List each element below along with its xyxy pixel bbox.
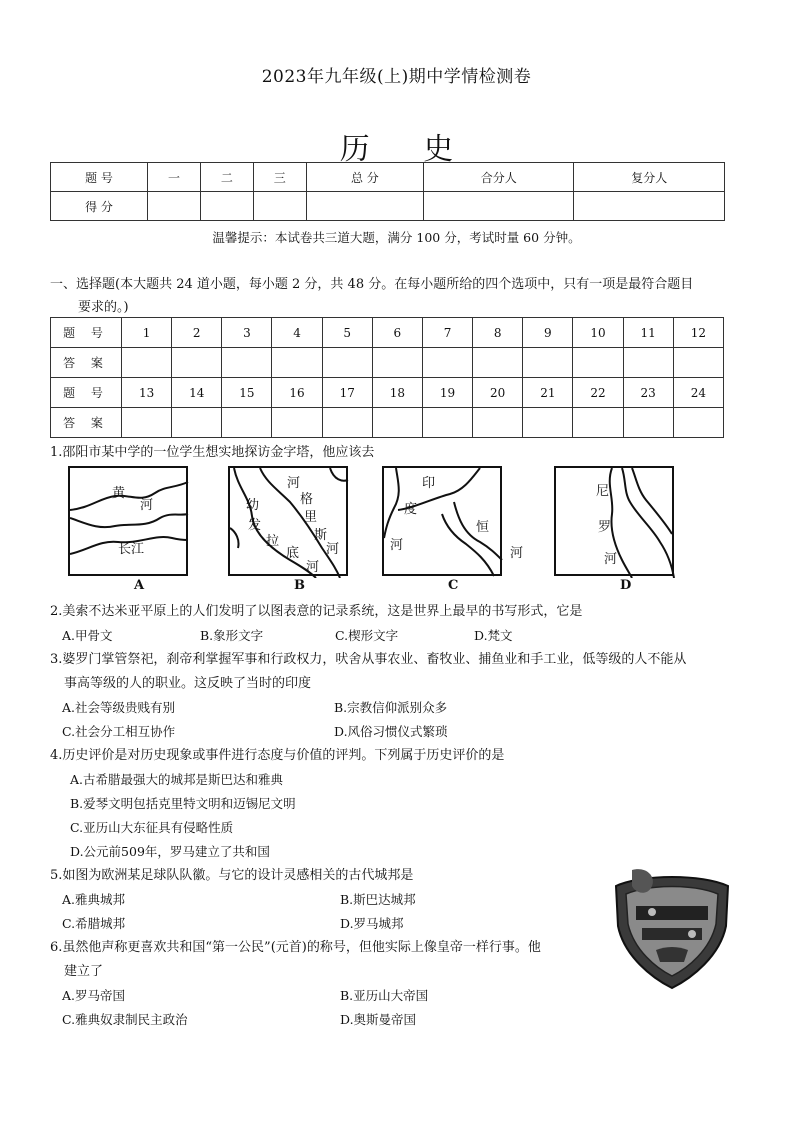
shield-icon (612, 866, 732, 991)
q2-option-b[interactable]: B.象形文字 (200, 628, 264, 643)
q2-option-d[interactable]: D.梵文 (474, 628, 513, 643)
answer-input-cell[interactable] (623, 408, 673, 438)
score-input-cell[interactable] (200, 192, 253, 221)
q1-maps (68, 466, 708, 596)
question-2: 2.美索不达米亚平原上的人们发明了以图表意的记录系统，这是世界上最早的书写形式，它是 (50, 604, 583, 619)
answer-num-label: 题 号 (51, 378, 122, 408)
answer-input-cell[interactable] (222, 348, 272, 378)
question-6-line2: 建立了 (64, 964, 104, 979)
answer-number: 8 (473, 318, 523, 348)
q6-option-a[interactable]: A.罗马帝国 (62, 988, 126, 1003)
answer-number: 19 (422, 378, 472, 408)
map-label: 斯 (314, 528, 328, 543)
q6-option-d[interactable]: D.奥斯曼帝国 (340, 1012, 417, 1027)
map-c (382, 466, 524, 576)
answer-input-cell[interactable] (473, 408, 523, 438)
answer-input-cell[interactable] (372, 408, 422, 438)
q3-option-b[interactable]: B.宗教信仰派别众多 (334, 700, 448, 715)
q5-option-a[interactable]: A.雅典城邦 (62, 892, 126, 907)
score-input-cell[interactable] (423, 192, 574, 221)
answer-num-label: 题 号 (51, 318, 122, 348)
q4-option-d[interactable]: D.公元前509年，罗马建立了共和国 (70, 844, 270, 859)
q4-option-b[interactable]: B.爱琴文明包括克里特文明和迈锡尼文明 (70, 796, 296, 811)
score-input-cell[interactable] (148, 192, 201, 221)
answer-number: 21 (523, 378, 573, 408)
answer-input-cell[interactable] (322, 348, 372, 378)
subject-title: 历 史 (339, 132, 476, 167)
answer-input-cell[interactable] (673, 408, 723, 438)
answer-num-row-2 (51, 378, 724, 408)
map-label: 发 (248, 518, 262, 533)
answer-input-cell[interactable] (623, 348, 673, 378)
answer-number: 22 (573, 378, 623, 408)
map-label: 河 (390, 538, 404, 553)
score-cell: 题 号 (51, 163, 148, 192)
answer-number: 16 (272, 378, 322, 408)
answer-input-cell[interactable] (523, 348, 573, 378)
answer-input-cell[interactable] (122, 348, 172, 378)
answer-number: 7 (422, 318, 472, 348)
score-cell: 总 分 (306, 163, 423, 192)
score-cell: 三 (253, 163, 306, 192)
map-label: 度 (404, 502, 418, 517)
question-3-line2: 事高等级的人的职业。这反映了当时的印度 (64, 676, 312, 691)
map-label: 里 (304, 510, 318, 525)
answer-input-cell[interactable] (573, 408, 623, 438)
map-a (68, 466, 188, 576)
map-label: 河 (510, 546, 524, 561)
map-letter: C (448, 578, 459, 593)
answer-input-cell[interactable] (272, 348, 322, 378)
section-line1: 一、选择题(本大题共 24 道小题，每小题 2 分，共 48 分。在每小题所给的四个选项中，只有一项是最符合题目 (50, 277, 694, 292)
map-label: 幼 (246, 498, 260, 513)
map-label: 河 (287, 476, 301, 491)
answer-number: 3 (222, 318, 272, 348)
answer-input-cell[interactable] (422, 348, 472, 378)
answer-number: 2 (172, 318, 222, 348)
map-d (554, 466, 674, 576)
answer-number: 13 (122, 378, 172, 408)
answer-input-cell[interactable] (172, 348, 222, 378)
answer-input-cell[interactable] (272, 408, 322, 438)
question-5: 5.如图为欧洲某足球队队徽。与它的设计灵感相关的古代城邦是 (50, 868, 414, 883)
exam-tip: 温馨提示：本试卷共三道大题，满分 100 分，考试时量 60 分钟。 (212, 230, 581, 245)
answer-input-cell[interactable] (172, 408, 222, 438)
question-4: 4.历史评价是对历史现象或事件进行态度与价值的评判。下列属于历史评价的是 (50, 748, 505, 763)
q6-option-c[interactable]: C.雅典奴隶制民主政治 (62, 1012, 188, 1027)
score-cell: 二 (200, 163, 253, 192)
answer-input-cell[interactable] (523, 408, 573, 438)
answer-number: 15 (222, 378, 272, 408)
answer-number: 1 (122, 318, 172, 348)
section-heading (50, 273, 750, 319)
score-label: 得 分 (51, 192, 148, 221)
map-label: 底 (286, 546, 300, 561)
answer-num-row-1 (51, 318, 724, 348)
answer-number: 23 (623, 378, 673, 408)
map-b (228, 466, 348, 576)
question-6-line1: 6.虽然他声称更喜欢共和国“第一公民”(元首)的称号，但他实际上像皇帝一样行事。他 (50, 940, 541, 955)
answer-number: 5 (322, 318, 372, 348)
answer-label: 答 案 (51, 348, 122, 378)
exam-title: 2023年九年级(上)期中学情检测卷 (261, 67, 532, 87)
q5-option-b[interactable]: B.斯巴达城邦 (340, 892, 416, 907)
q3-option-c[interactable]: C.社会分工相互协作 (62, 724, 176, 739)
answer-number: 17 (322, 378, 372, 408)
answer-number: 6 (372, 318, 422, 348)
map-label: 恒 (476, 520, 490, 535)
answer-input-cell[interactable] (122, 408, 172, 438)
answer-input-cell[interactable] (573, 348, 623, 378)
score-header-row (51, 163, 725, 192)
answer-number: 10 (573, 318, 623, 348)
answer-input-cell[interactable] (422, 408, 472, 438)
score-value-row (51, 192, 725, 221)
answer-input-cell[interactable] (222, 408, 272, 438)
answer-number: 4 (272, 318, 322, 348)
answer-number: 14 (172, 378, 222, 408)
map-label: 尼 (596, 484, 610, 499)
map-label: 黄 (112, 486, 126, 501)
q3-option-d[interactable]: D.风俗习惯仪式繁琐 (334, 724, 448, 739)
answer-input-cell[interactable] (473, 348, 523, 378)
map-a-drawing (70, 468, 190, 578)
map-label: 格 (300, 492, 314, 507)
q2-option-a[interactable]: A.甲骨文 (62, 628, 113, 643)
answer-number: 12 (673, 318, 723, 348)
answer-number: 24 (673, 378, 723, 408)
score-input-cell[interactable] (574, 192, 725, 221)
section-line2: 要求的。) (78, 300, 129, 315)
answer-number: 18 (372, 378, 422, 408)
map-letter: D (620, 578, 632, 593)
map-label: 罗 (598, 520, 612, 535)
q6-option-b[interactable]: B.亚历山大帝国 (340, 988, 429, 1003)
q5-option-c[interactable]: C.希腊城邦 (62, 916, 126, 931)
answer-table (50, 317, 724, 438)
map-label: 河 (326, 542, 340, 557)
q5-option-d[interactable]: D.罗马城邦 (340, 916, 404, 931)
map-label: 长江 (118, 542, 145, 557)
answer-input-cell[interactable] (372, 348, 422, 378)
q4-option-a[interactable]: A.古希腊最强大的城邦是斯巴达和雅典 (70, 772, 284, 787)
map-label: 河 (140, 498, 154, 513)
map-letter: A (134, 578, 145, 593)
answer-row-1 (51, 348, 724, 378)
map-letter: B (294, 578, 305, 593)
football-badge-image (612, 866, 732, 991)
answer-number: 11 (623, 318, 673, 348)
answer-row-2 (51, 408, 724, 438)
answer-label: 答 案 (51, 408, 122, 438)
map-label: 河 (306, 560, 320, 575)
score-table (50, 162, 725, 221)
map-label: 印 (422, 476, 436, 491)
map-label: 拉 (266, 534, 280, 549)
answer-input-cell[interactable] (322, 408, 372, 438)
answer-input-cell[interactable] (673, 348, 723, 378)
question-1: 1.邵阳市某中学的一位学生想实地探访金字塔，他应该去 (50, 445, 375, 460)
q2-option-c[interactable]: C.楔形文字 (335, 628, 399, 643)
answer-number: 20 (473, 378, 523, 408)
q3-option-a[interactable]: A.社会等级贵贱有别 (62, 700, 176, 715)
question-3-line1: 3.婆罗门掌管祭祀，刹帝利掌握军事和行政权力，吠舍从事农业、畜牧业、捕鱼业和手工业，低等级的人不能从 (50, 652, 687, 667)
score-cell: 合分人 (423, 163, 574, 192)
score-cell: 复分人 (574, 163, 725, 192)
score-input-cell[interactable] (306, 192, 423, 221)
score-input-cell[interactable] (253, 192, 306, 221)
score-cell: 一 (148, 163, 201, 192)
q4-option-c[interactable]: C.亚历山大东征具有侵略性质 (70, 820, 234, 835)
map-label: 河 (604, 552, 618, 567)
answer-number: 9 (523, 318, 573, 348)
